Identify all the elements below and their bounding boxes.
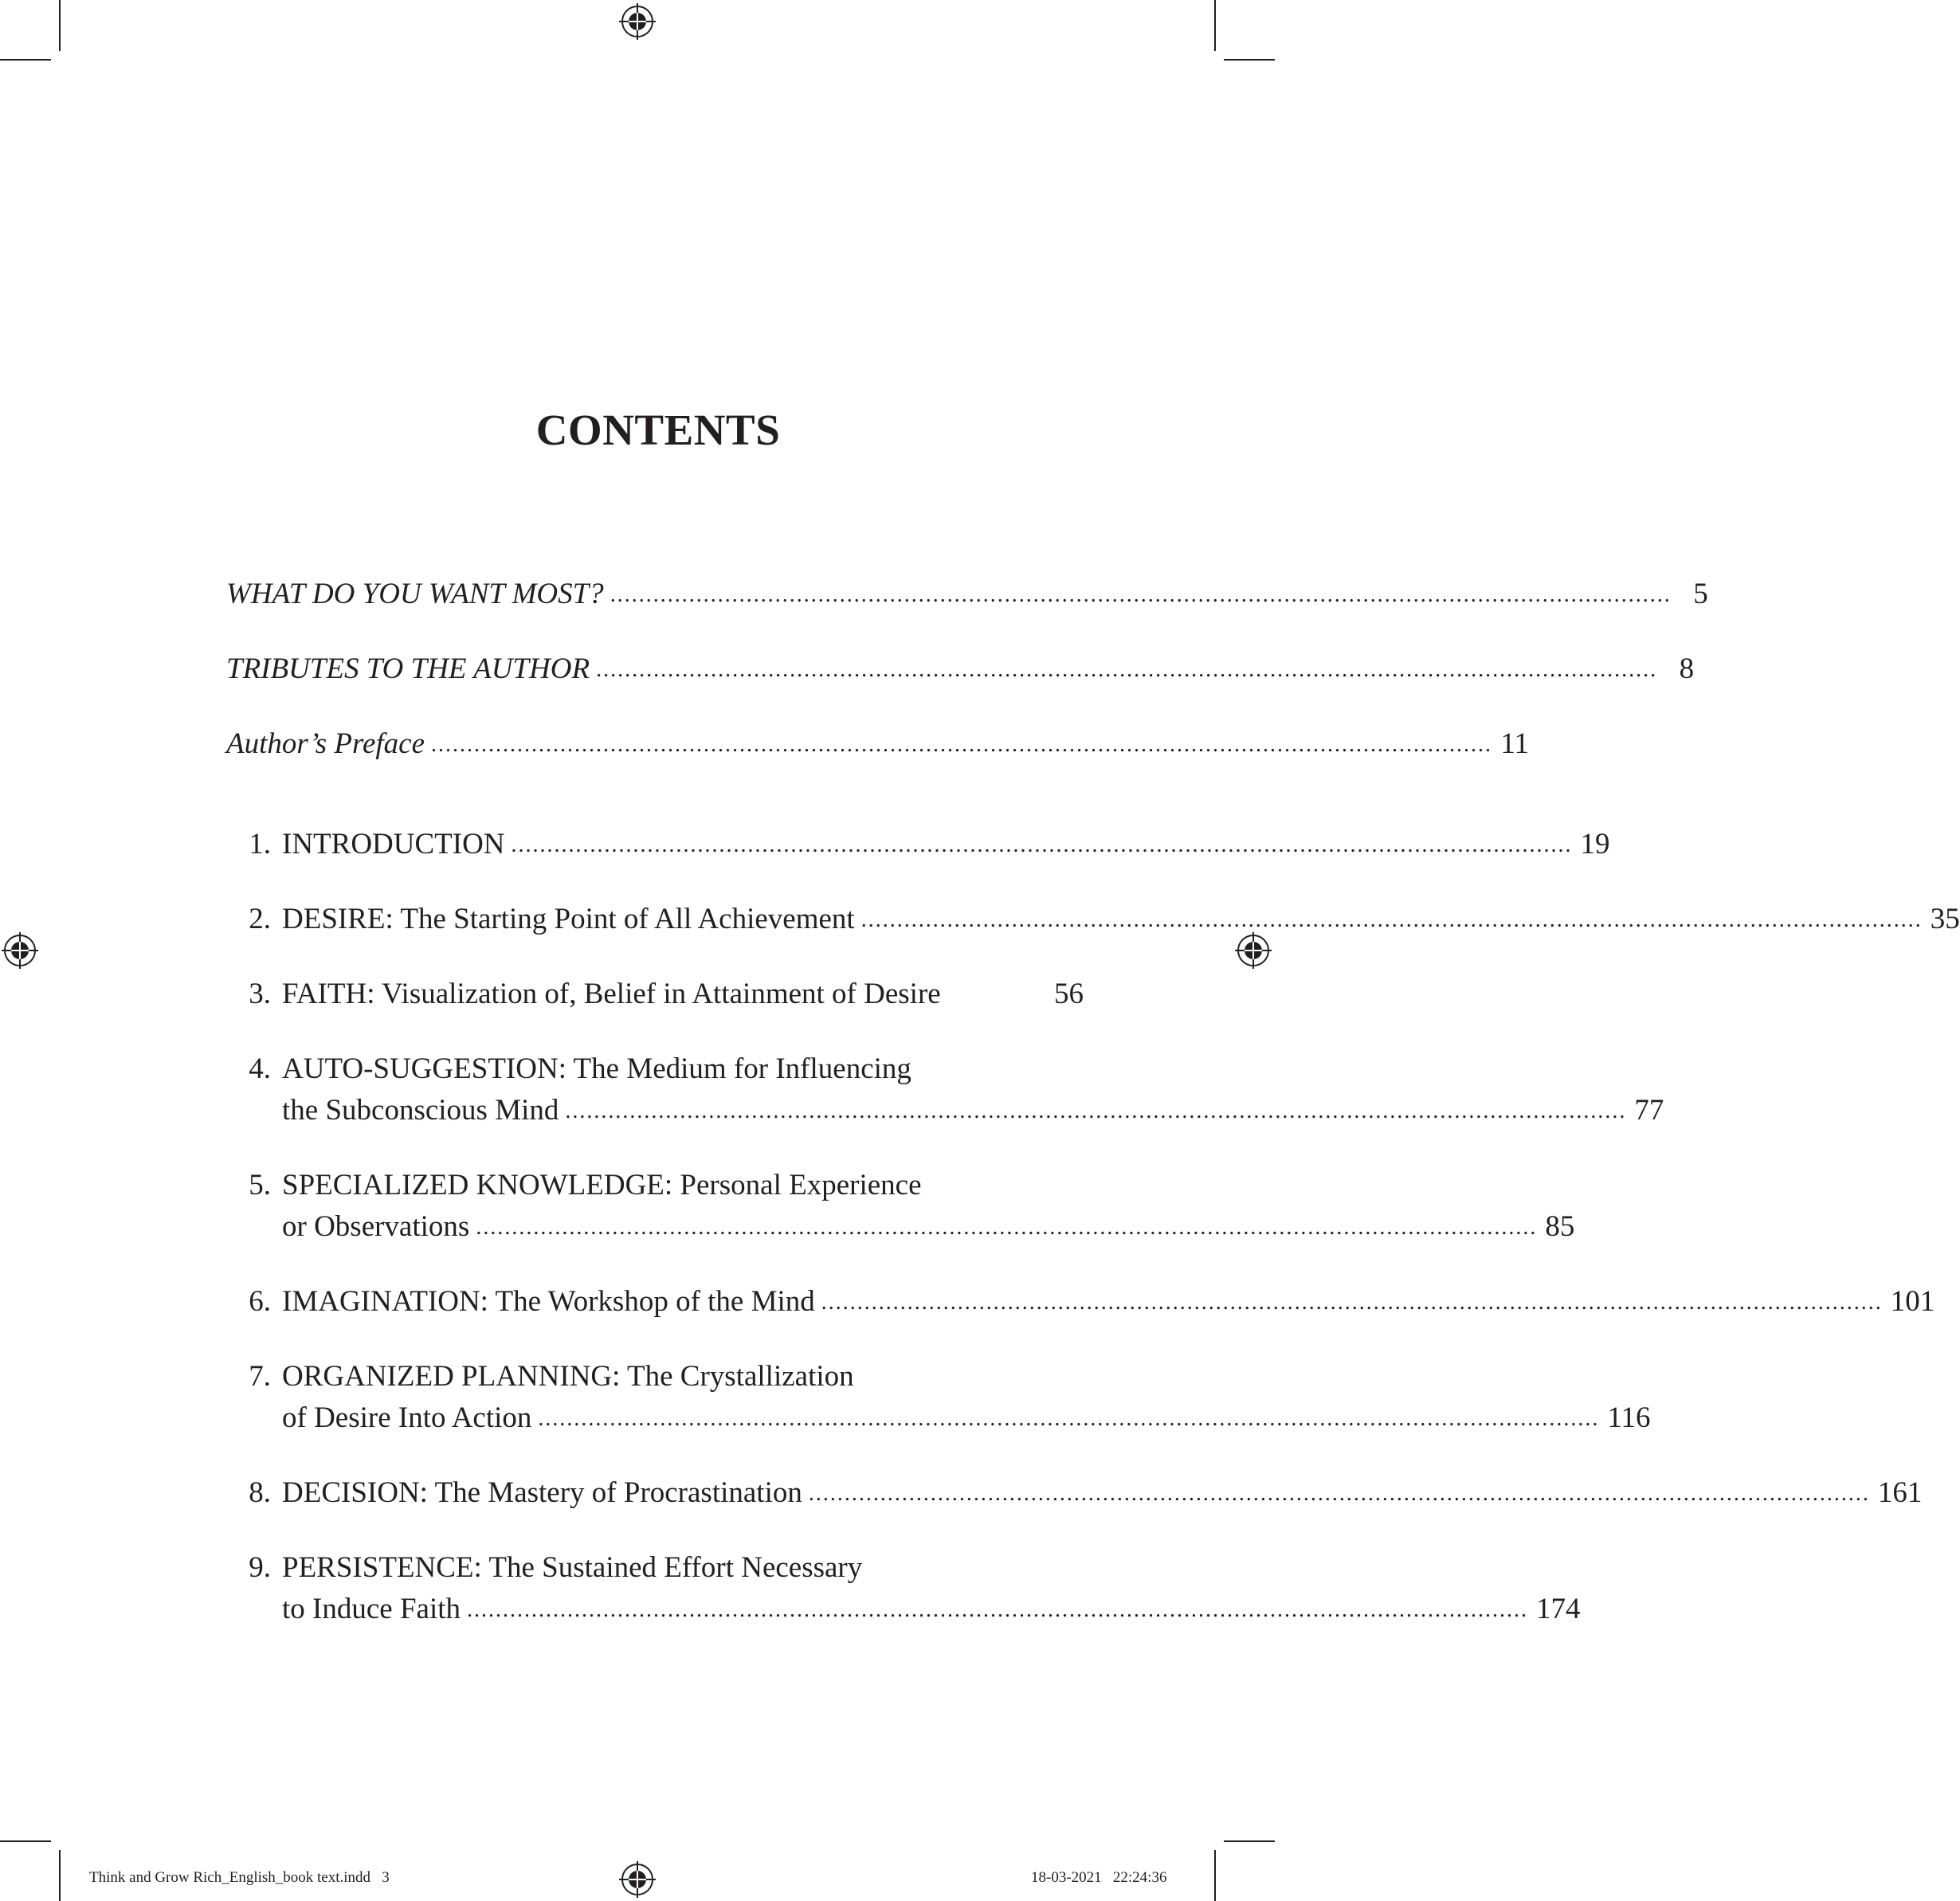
- toc-chapter-entry[interactable]: [226, 1165, 1084, 1206]
- chapter-page: 161: [1877, 1476, 1923, 1509]
- chapter-number: 2.: [249, 903, 271, 935]
- toc-entry[interactable]: [226, 649, 1695, 690]
- chapter-title-continuation: to Induce Faith: [282, 1593, 461, 1625]
- toc-chapter-entry[interactable]: [226, 1547, 1084, 1589]
- crop-mark: [59, 0, 61, 51]
- toc-chapter-entry[interactable]: [226, 1048, 1084, 1090]
- chapter-number: 6.: [249, 1285, 271, 1318]
- chapter-title: IMAGINATION: The Workshop of the Mind: [282, 1285, 815, 1318]
- chapter-title-continuation: the Subconscious Mind: [282, 1094, 559, 1127]
- registration-mark-icon: [2, 932, 38, 969]
- dot-leader: ....................................................................................................................................................: [596, 657, 1658, 682]
- crop-mark: [1214, 1850, 1216, 1901]
- dot-leader: ....................................................................................................................................................: [610, 582, 1672, 607]
- chapter-title: SPECIALIZED KNOWLEDGE: Personal Experience: [282, 1169, 922, 1201]
- chapter-page: 101: [1890, 1285, 1935, 1318]
- chapter-number: 1.: [249, 828, 271, 860]
- toc-chapter-entry-continuation[interactable]: [226, 1397, 1651, 1439]
- chapter-title-continuation: or Observations: [282, 1210, 470, 1243]
- chapter-page: 77: [1634, 1094, 1664, 1127]
- dot-leader: ....................................................................................................................................................: [860, 907, 1923, 932]
- toc-chapter-entry[interactable]: [226, 1472, 1923, 1514]
- dot-leader: ....................................................................................................................................................: [511, 833, 1573, 857]
- toc-chapter-entry-continuation[interactable]: [226, 1090, 1664, 1131]
- chapter-page: 56: [1054, 978, 1084, 1010]
- toc-entry-page: 11: [1500, 727, 1530, 760]
- toc-chapter-entry[interactable]: [226, 1356, 1084, 1397]
- crop-mark: [1224, 1840, 1275, 1842]
- chapter-page: 19: [1580, 828, 1610, 860]
- dot-leader: ....................................................................................................................................................: [467, 1597, 1529, 1622]
- dot-leader: ....................................................................................................................................................: [565, 1099, 1627, 1123]
- dot-leader: ....................................................................................................................................................: [808, 1481, 1870, 1506]
- crop-mark: [59, 1850, 61, 1901]
- chapter-title: FAITH: Visualization of, Belief in Attainment of Desire: [282, 978, 941, 1010]
- crop-mark: [0, 1840, 51, 1842]
- toc-chapter-entry[interactable]: [226, 824, 1610, 865]
- dot-leader: ....................................................................................................................................................: [476, 1215, 1538, 1240]
- chapter-page: 174: [1536, 1593, 1581, 1625]
- toc-entry-title: TRIBUTES TO THE AUTHOR: [226, 653, 590, 685]
- chapter-title: DECISION: The Mastery of Procrastination: [282, 1476, 802, 1509]
- chapter-number: 8.: [249, 1476, 271, 1509]
- chapter-number: 9.: [249, 1551, 271, 1584]
- registration-mark-icon: [619, 3, 656, 40]
- registration-mark-icon: [619, 1861, 656, 1898]
- chapter-title: INTRODUCTION: [282, 828, 505, 860]
- chapter-number: 4.: [249, 1052, 271, 1085]
- toc-entry-page: 5: [1693, 578, 1708, 610]
- print-slug-filename: Think and Grow Rich_English_book text.indd 3: [89, 1869, 390, 1886]
- toc-chapter-entry[interactable]: [226, 899, 1960, 940]
- print-slug-timestamp: 18-03-2021 22:24:36: [1031, 1869, 1167, 1886]
- dot-leader: ....................................................................................................................................................: [431, 732, 1493, 757]
- chapter-page: 116: [1607, 1401, 1651, 1434]
- toc-entry[interactable]: [226, 723, 1530, 765]
- dot-leader: ....................................................................................................................................................: [821, 1290, 1883, 1315]
- chapter-number: 7.: [249, 1360, 271, 1393]
- toc-entry-title: Author’s Preface: [226, 727, 425, 760]
- toc-entry[interactable]: [226, 574, 1708, 615]
- toc-chapter-entry[interactable]: [226, 974, 1084, 1015]
- chapter-title: AUTO-SUGGESTION: The Medium for Influencing: [282, 1052, 911, 1085]
- page-title: CONTENTS: [535, 406, 781, 454]
- dot-leader: ....................................................................................................................................................: [538, 1406, 1600, 1431]
- chapter-title: DESIRE: The Starting Point of All Achievement: [282, 903, 855, 935]
- toc-entry-title: WHAT DO YOU WANT MOST?: [226, 578, 604, 610]
- crop-mark: [1224, 59, 1275, 61]
- crop-mark: [1214, 0, 1216, 51]
- chapter-number: 5.: [249, 1169, 271, 1201]
- chapter-page: 35: [1930, 903, 1960, 935]
- chapter-number: 3.: [249, 978, 271, 1010]
- toc-chapter-entry[interactable]: [226, 1281, 1935, 1323]
- toc-entry-page: 8: [1679, 653, 1695, 685]
- chapter-title: PERSISTENCE: The Sustained Effort Necessary: [282, 1551, 863, 1584]
- toc-chapter-entry-continuation[interactable]: [226, 1206, 1575, 1248]
- crop-mark: [0, 59, 51, 61]
- chapter-page: 85: [1545, 1210, 1575, 1243]
- toc-chapter-entry-continuation[interactable]: [226, 1589, 1581, 1630]
- chapter-title: ORGANIZED PLANNING: The Crystallization: [282, 1360, 854, 1393]
- chapter-title-continuation: of Desire Into Action: [282, 1401, 532, 1434]
